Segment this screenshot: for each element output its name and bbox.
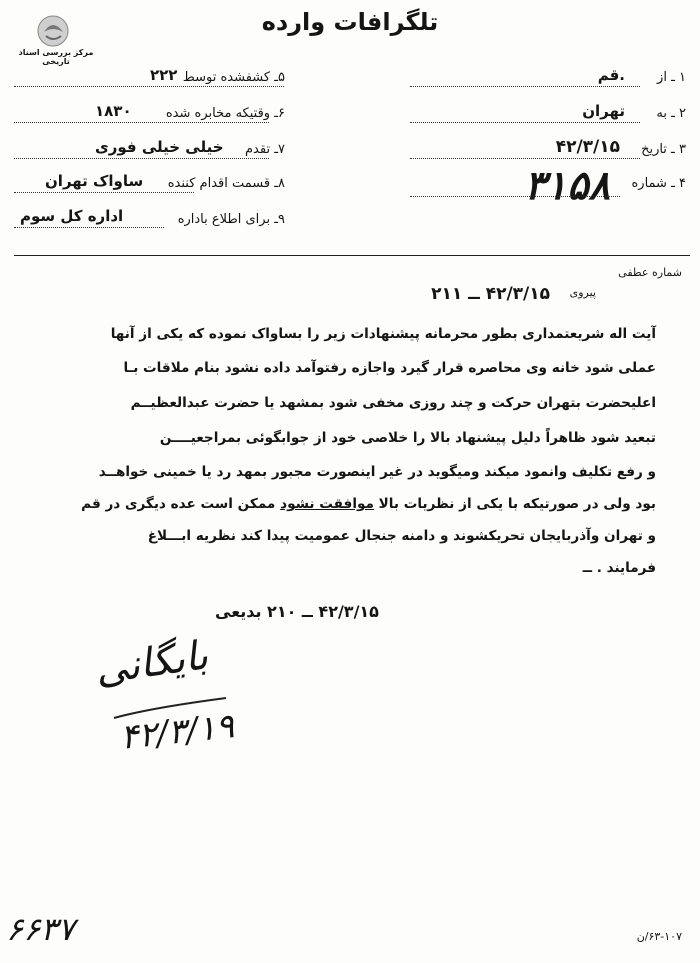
field-from-value: .قم (597, 66, 625, 84)
field-action-dept-value: ساواک تهران (45, 172, 144, 190)
body-line: تبعید شود ظاهراً دلیل پیشنهاد بالا را خلاصی خود از جوابگوئی بمراجعیــــن (159, 430, 656, 446)
handwritten-document-number: ۶۶۳۷ (6, 910, 75, 948)
dotted-line (410, 122, 640, 123)
archive-logo-icon (30, 12, 76, 50)
field-date-label: ۳ ـ تاریخ (641, 142, 686, 157)
form-code: ۶۳-۱۰۷/ن (636, 930, 682, 943)
handwritten-archive-note: بایگانی (92, 632, 211, 694)
ref-follow-label: پیروی (569, 286, 596, 299)
archive-logo-text: مرکز بررسی اسناد تاریخی (18, 48, 94, 66)
body-line: آیت اله شریعتمداری بطور محرمانه پیشنهادات زیر را بساواک نموده که یکی از آنها (110, 326, 656, 342)
header-separator (14, 255, 690, 256)
field-info-dept-label: ۹ـ برای اطلاع باداره (177, 212, 285, 227)
field-to-label: ۲ ـ به (656, 106, 686, 121)
dotted-line (410, 158, 640, 159)
field-date-value: ۴۲/۳/۱۵ (555, 137, 620, 157)
underlined-phrase: موافقت نشود (280, 496, 374, 512)
dotted-line (410, 196, 620, 197)
dotted-line (14, 158, 269, 159)
field-decoded-by-label: ۵ـ کشفشده توسط (182, 70, 285, 85)
field-priority-value: خیلی خیلی فوری (95, 138, 224, 156)
field-sent-time-value: ۱۸۳۰ (95, 102, 132, 120)
handwritten-date: ۴۲/۳/۱۹ (118, 706, 236, 758)
ref-label: شماره عطفی (618, 266, 682, 279)
field-to-value: تهران (582, 102, 625, 120)
body-line: و رفع تکلیف وانمود میکند ومیگوید در غیر اینصورت مجبور بمهد رد یا خمینی خواهــد (98, 464, 656, 480)
field-number-value: ۳۱۵۸ (524, 162, 610, 209)
field-number-label: ۴ ـ شماره (631, 176, 686, 191)
field-priority-label: ۷ـ تقدم (245, 142, 285, 157)
dotted-line (14, 227, 164, 228)
body-line: بود ولی در صورتیکه با یکی از نظریات بالا موافقت نشود ممکن است عده دیگری در قم (81, 496, 656, 512)
field-info-dept-value: اداره کل سوم (20, 207, 124, 225)
body-line: اعلیحضرت بتهران حرکت و چند روزی مخفی شود بمشهد یا حضرت عبدالعظیــم (130, 395, 656, 411)
signature-line: ۴۲/۳/۱۵ ــ ۲۱۰ بدیعی (215, 602, 379, 621)
form-title: تلگرافات وارده (261, 8, 439, 36)
dotted-line (14, 122, 269, 123)
field-decoded-by-value: ۲۲۲ (150, 66, 178, 84)
dotted-line (14, 192, 194, 193)
body-line: فرمایند . ــ (582, 560, 656, 576)
field-sent-time-label: ۶ـ وقتیکه مخابره شده (165, 106, 285, 121)
field-action-dept-label: ۸ـ قسمت اقدام کننده (167, 176, 285, 191)
ref-number: ۴۲/۳/۱۵ ــ ۲۱۱ (431, 284, 550, 304)
dotted-line (410, 86, 640, 87)
dotted-line (14, 86, 284, 87)
body-line: عملی شود خانه وی محاصره قرار گیرد واجازه رفتوآمد داده نشود بنام ملاقات بـا (123, 360, 656, 376)
field-from-label: ۱ ـ از (657, 70, 686, 85)
body-line: و تهران وآذربایجان تحریکشوند و دامنه جنجال عمومیت پیدا کند نظریه ابـــلاغ (147, 528, 656, 544)
